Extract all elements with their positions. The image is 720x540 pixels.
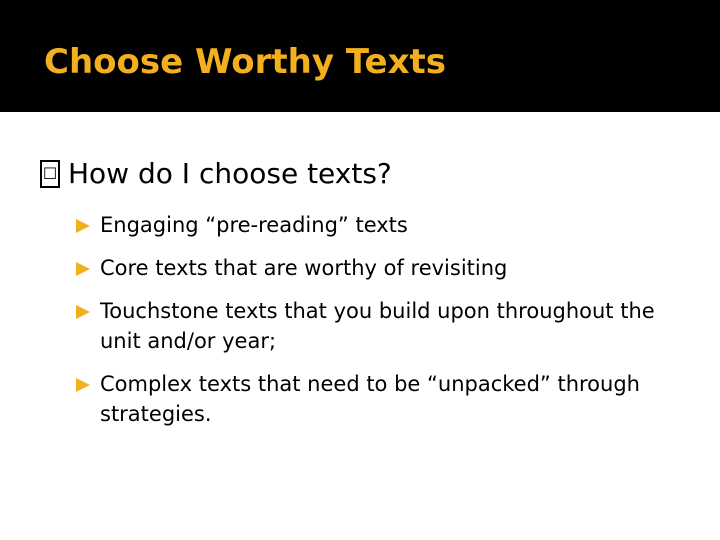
bullet-text: Engaging “pre-reading” texts (100, 213, 408, 237)
bullet-item (74, 369, 694, 429)
bullet-item (74, 296, 694, 356)
triangle-bullet-icon (76, 305, 90, 319)
bullet-text: Core texts that are worthy of revisiting (100, 256, 508, 280)
bullet-text: Complex texts that need to be “unpacked” through strategies. (100, 372, 640, 426)
triangle-bullet-icon (76, 219, 90, 233)
triangle-bullet-icon (76, 378, 90, 392)
bullet-item (74, 210, 694, 240)
missing-glyph-icon: ☐ (40, 160, 60, 188)
bullet-list (74, 210, 694, 442)
question-text: How do I choose texts? (68, 157, 392, 190)
slide-content (0, 112, 720, 540)
main-question (40, 154, 392, 194)
title-bar (0, 0, 720, 112)
slide-title: Choose Worthy Texts (44, 42, 447, 82)
bullet-text: Touchstone texts that you build upon throughout the unit and/or year; (100, 299, 655, 353)
triangle-bullet-icon (76, 262, 90, 276)
bullet-item (74, 253, 694, 283)
